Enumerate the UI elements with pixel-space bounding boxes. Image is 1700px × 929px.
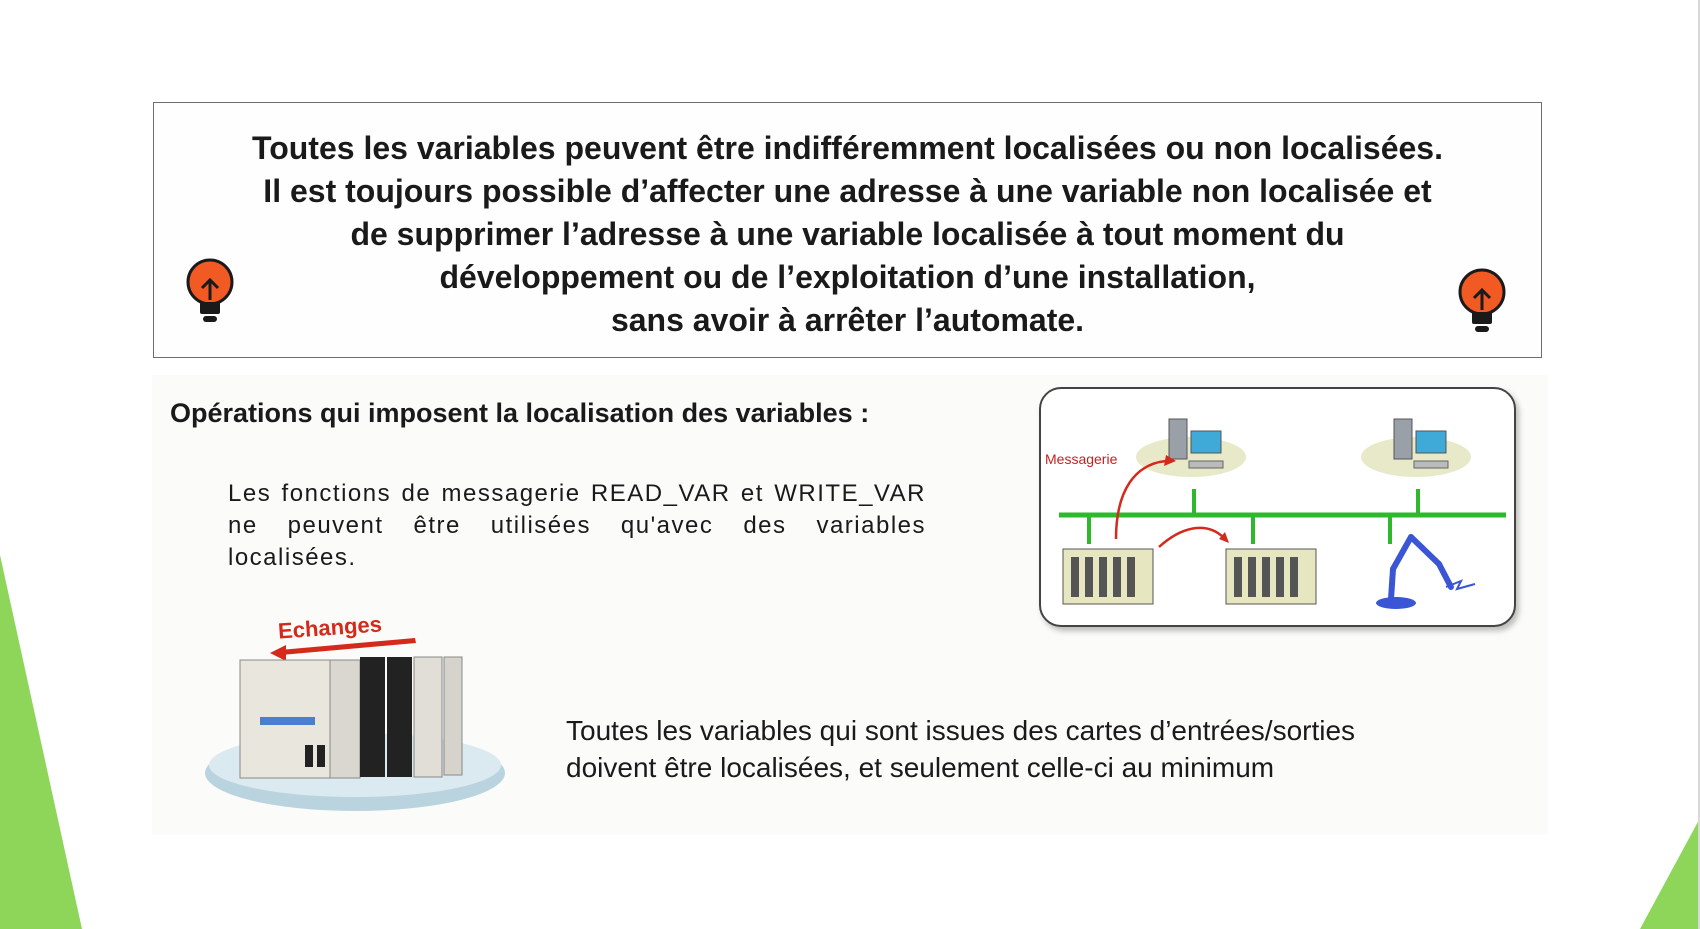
exchange-arrow	[1159, 528, 1223, 547]
plc-icon	[1226, 549, 1316, 604]
connector	[305, 745, 313, 767]
network-diagram	[1039, 387, 1516, 627]
connector	[317, 745, 325, 767]
plc-illustration	[200, 605, 520, 825]
plc-icon	[1063, 549, 1153, 604]
info-text: Toutes les variables peuvent être indifféremment localisées ou non localisées. Il est toujours possible d’affecter une adresse à une variable non localisée et de supprimer l’adresse à une variable localisée à tout moment du développement ou de l’exploitation d’une installation, sans avoir à arrêter l’automate.	[252, 130, 1443, 338]
network-diagram-graphic	[1041, 389, 1514, 625]
plc-card	[444, 657, 462, 775]
section-title: Opérations qui imposent la localisation des variables :	[170, 398, 870, 428]
plc-card	[387, 657, 412, 777]
echanges-label: Echanges	[277, 611, 383, 644]
info-box	[153, 102, 1542, 358]
arrow-head	[270, 645, 286, 661]
green-triangle-left	[0, 555, 82, 929]
plc-display	[260, 717, 315, 725]
messagerie-label: Messagerie	[1045, 451, 1118, 467]
plc-card	[360, 657, 385, 777]
plc-card	[414, 657, 442, 777]
green-triangle-right	[1640, 818, 1700, 929]
messaging-text: Les fonctions de messagerie READ_VAR et WRITE_VAR ne peuvent être utilisées qu'avec des variables localisées.	[228, 480, 926, 571]
lightbulb-icon	[1456, 268, 1508, 338]
robot-arm-icon	[1376, 537, 1451, 609]
io-text: Toutes les variables qui sont issues des cartes d’entrées/sorties doivent être localisées, et seulement celle-ci au minimum	[566, 715, 1356, 783]
lightbulb-icon	[184, 258, 236, 328]
plc-module	[330, 660, 360, 778]
